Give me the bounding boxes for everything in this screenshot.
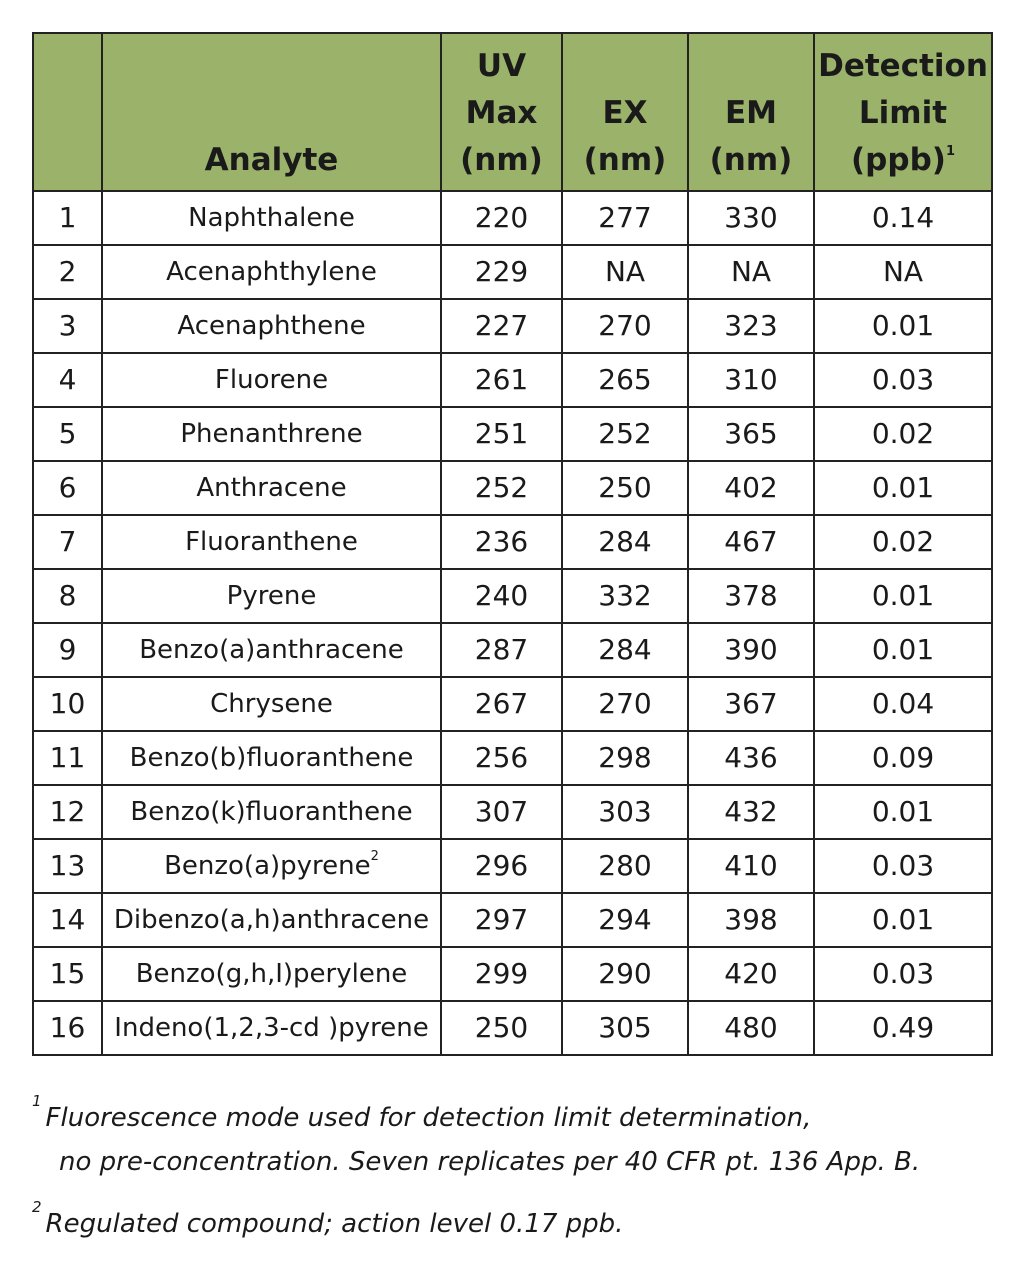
- footnote-1-line-1: Fluorescence mode used for detection limit determination,: [45, 1103, 812, 1133]
- cell-ex: [562, 191, 688, 245]
- cell-em-text: 323: [724, 309, 778, 342]
- cell-em-text: 480: [724, 1011, 778, 1044]
- cell-index: [33, 731, 102, 785]
- cell-index: [33, 677, 102, 731]
- cell-em: [688, 461, 814, 515]
- header-uv-max-line-3: (nm): [460, 142, 543, 178]
- cell-em: [688, 893, 814, 947]
- cell-analyte: [102, 515, 441, 569]
- cell-uv-max-text: 256: [474, 741, 529, 774]
- cell-uv-max: [441, 461, 562, 515]
- cell-analyte: [102, 839, 441, 893]
- cell-detection-limit: [814, 893, 992, 947]
- cell-analyte-text: Benzo(a)anthracene: [139, 635, 404, 665]
- cell-detection-limit-text: 0.01: [871, 795, 935, 828]
- cell-analyte-text: Benzo(k)fluoranthene: [130, 797, 413, 827]
- cell-ex-text: 305: [598, 1011, 652, 1044]
- cell-detection-limit-text: 0.49: [871, 1011, 935, 1044]
- cell-analyte: [102, 677, 441, 731]
- cell-ex-text: 290: [598, 957, 652, 990]
- cell-ex: [562, 569, 688, 623]
- cell-analyte-text: Phenanthrene: [180, 419, 363, 449]
- cell-detection-limit: [814, 191, 992, 245]
- cell-uv-max: [441, 1001, 562, 1055]
- cell-ex: [562, 839, 688, 893]
- cell-uv-max: [441, 245, 562, 299]
- cell-ex: [562, 947, 688, 1001]
- cell-em-text: 367: [724, 687, 778, 720]
- cell-em: [688, 299, 814, 353]
- cell-index: [33, 245, 102, 299]
- cell-index-text: 13: [49, 849, 86, 882]
- cell-index-text: 3: [58, 309, 77, 342]
- cell-analyte: [102, 407, 441, 461]
- cell-em: [688, 947, 814, 1001]
- cell-ex-text: 298: [598, 741, 652, 774]
- cell-em-text: 432: [724, 795, 778, 828]
- cell-detection-limit: [814, 677, 992, 731]
- cell-em-text: 310: [724, 363, 778, 396]
- cell-detection-limit: [814, 299, 992, 353]
- cell-detection-limit: [814, 407, 992, 461]
- cell-detection-limit-text: 0.09: [871, 741, 935, 774]
- header-em-line-1: EM: [724, 95, 778, 131]
- cell-uv-max-text: 240: [474, 579, 529, 612]
- table-row: [33, 191, 992, 245]
- cell-uv-max: [441, 893, 562, 947]
- cell-index-text: 2: [58, 255, 77, 288]
- cell-detection-limit-text: 0.04: [871, 687, 935, 720]
- cell-detection-limit: [814, 623, 992, 677]
- header-detection-limit-line-2: Limit: [858, 95, 948, 131]
- cell-ex: [562, 1001, 688, 1055]
- cell-em-text: 467: [724, 525, 778, 558]
- table-row: [33, 1001, 992, 1055]
- cell-ex-text: NA: [604, 255, 646, 288]
- header-detection-limit: [814, 33, 992, 191]
- cell-analyte: [102, 731, 441, 785]
- cell-analyte-text: Benzo(g,h,I)perylene: [135, 959, 408, 989]
- cell-index-text: 11: [49, 741, 86, 774]
- cell-detection-limit-text: 0.03: [871, 363, 935, 396]
- cell-index: [33, 299, 102, 353]
- cell-ex-text: 265: [598, 363, 652, 396]
- cell-uv-max: [441, 677, 562, 731]
- cell-ex-text: 252: [598, 417, 652, 450]
- cell-ex: [562, 515, 688, 569]
- table-row: [33, 947, 992, 1001]
- cell-em-text: 390: [724, 633, 778, 666]
- cell-em: [688, 353, 814, 407]
- cell-em: [688, 245, 814, 299]
- header-em-line-2: (nm): [709, 142, 793, 178]
- cell-analyte-text: Pyrene: [226, 581, 317, 611]
- cell-uv-max: [441, 623, 562, 677]
- cell-detection-limit-text: 0.02: [871, 525, 935, 558]
- footnotes: [32, 1092, 992, 1246]
- cell-uv-max-text: 227: [474, 309, 529, 342]
- cell-em: [688, 191, 814, 245]
- cell-detection-limit: [814, 839, 992, 893]
- table-row: [33, 731, 992, 785]
- header-detection-limit-unit: (ppb): [851, 142, 946, 178]
- cell-index: [33, 947, 102, 1001]
- table-row: [33, 407, 992, 461]
- cell-analyte: [102, 1001, 441, 1055]
- cell-uv-max: [441, 947, 562, 1001]
- cell-em: [688, 623, 814, 677]
- header-uv-max-line-2: Max: [465, 95, 538, 131]
- header-ex-line-2: (nm): [583, 142, 667, 178]
- cell-ex: [562, 677, 688, 731]
- table-row: [33, 839, 992, 893]
- cell-analyte-text: Fluorene: [214, 365, 329, 395]
- cell-detection-limit-text: 0.01: [871, 309, 935, 342]
- cell-uv-max: [441, 407, 562, 461]
- cell-ex-text: 277: [598, 201, 652, 234]
- footnote-2: [32, 1198, 992, 1246]
- cell-analyte-text: Naphthalene: [188, 203, 355, 233]
- cell-uv-max: [441, 515, 562, 569]
- cell-analyte-text: Anthracene: [196, 473, 347, 503]
- cell-uv-max: [441, 353, 562, 407]
- header-em: [688, 33, 814, 191]
- header-detection-limit-line-3: [815, 137, 991, 184]
- header-ex-line-1: EX: [602, 95, 648, 131]
- table-row: [33, 299, 992, 353]
- cell-analyte: [102, 623, 441, 677]
- cell-index: [33, 839, 102, 893]
- cell-analyte: [102, 299, 441, 353]
- cell-uv-max: [441, 839, 562, 893]
- cell-detection-limit-text: 0.03: [871, 849, 935, 882]
- cell-uv-max-text: 261: [474, 363, 529, 396]
- cell-analyte-text: Chrysene: [210, 689, 333, 719]
- cell-index-text: 4: [58, 363, 77, 396]
- cell-uv-max-text: 297: [474, 903, 529, 936]
- cell-index-text: 1: [58, 201, 77, 234]
- cell-analyte-text: Acenaphthene: [177, 311, 366, 341]
- cell-detection-limit-text: 0.03: [871, 957, 935, 990]
- cell-index-text: 5: [58, 417, 77, 450]
- cell-uv-max-text: 236: [474, 525, 529, 558]
- footnote-1-line-2: no pre-concentration. Seven replicates per 40 CFR pt. 136 App. B.: [59, 1147, 921, 1177]
- footnote-2-marker: 2: [32, 1198, 42, 1217]
- cell-detection-limit-text: 0.01: [871, 633, 935, 666]
- cell-uv-max: [441, 191, 562, 245]
- table-body: [33, 191, 992, 1055]
- cell-detection-limit: [814, 785, 992, 839]
- cell-index-text: 7: [58, 525, 77, 558]
- cell-em: [688, 677, 814, 731]
- cell-index: [33, 569, 102, 623]
- header-detection-limit-line-1: Detection: [818, 48, 988, 84]
- cell-uv-max: [441, 731, 562, 785]
- cell-analyte: [102, 893, 441, 947]
- cell-index-text: 14: [49, 903, 86, 936]
- cell-detection-limit-text: 0.01: [871, 471, 935, 504]
- header-index: [33, 33, 102, 191]
- cell-index-text: 9: [58, 633, 77, 666]
- cell-em: [688, 407, 814, 461]
- cell-detection-limit: [814, 515, 992, 569]
- cell-detection-limit: [814, 731, 992, 785]
- cell-ex-text: 284: [598, 525, 652, 558]
- table-row: [33, 461, 992, 515]
- footnote-1-marker: 1: [32, 1092, 42, 1111]
- cell-index-text: 6: [58, 471, 77, 504]
- cell-em: [688, 515, 814, 569]
- footnote-ref-1: 1: [945, 143, 955, 159]
- cell-index: [33, 623, 102, 677]
- cell-index-text: 16: [49, 1011, 86, 1044]
- cell-em-text: 436: [724, 741, 778, 774]
- cell-analyte: [102, 785, 441, 839]
- cell-ex-text: 250: [598, 471, 652, 504]
- cell-uv-max-text: 267: [474, 687, 529, 720]
- cell-ex-text: 280: [598, 849, 652, 882]
- cell-uv-max: [441, 569, 562, 623]
- cell-ex-text: 332: [598, 579, 652, 612]
- table-row: [33, 245, 992, 299]
- cell-detection-limit: [814, 353, 992, 407]
- cell-uv-max-text: 299: [474, 957, 529, 990]
- cell-uv-max: [441, 785, 562, 839]
- cell-em: [688, 731, 814, 785]
- cell-ex: [562, 245, 688, 299]
- cell-ex: [562, 785, 688, 839]
- cell-detection-limit-text: 0.02: [871, 417, 935, 450]
- cell-em-text: 398: [724, 903, 778, 936]
- cell-detection-limit: [814, 947, 992, 1001]
- cell-index: [33, 1001, 102, 1055]
- table-row: [33, 893, 992, 947]
- cell-index: [33, 407, 102, 461]
- cell-em-text: NA: [730, 255, 772, 288]
- cell-analyte: [102, 947, 441, 1001]
- cell-index: [33, 461, 102, 515]
- pah-analyte-table: [32, 32, 993, 1056]
- cell-analyte-text: Benzo(b)fluoranthene: [129, 743, 414, 773]
- cell-ex: [562, 461, 688, 515]
- cell-em-text: 365: [724, 417, 778, 450]
- cell-uv-max-text: 250: [474, 1011, 529, 1044]
- cell-uv-max: [441, 299, 562, 353]
- table-row: [33, 623, 992, 677]
- table-row: [33, 785, 992, 839]
- cell-ex-text: 270: [598, 309, 652, 342]
- cell-em: [688, 839, 814, 893]
- cell-index: [33, 785, 102, 839]
- cell-detection-limit-text: NA: [882, 255, 924, 288]
- cell-detection-limit: [814, 1001, 992, 1055]
- footnote-1: [32, 1092, 992, 1184]
- cell-uv-max-text: 220: [474, 201, 529, 234]
- cell-em-text: 402: [724, 471, 778, 504]
- cell-analyte-text: Benzo(a)pyrene: [164, 851, 371, 881]
- cell-index: [33, 191, 102, 245]
- header-uv-max-line-1: UV: [476, 48, 527, 84]
- table-row: [33, 515, 992, 569]
- cell-detection-limit: [814, 245, 992, 299]
- cell-ex-text: 270: [598, 687, 652, 720]
- cell-index: [33, 353, 102, 407]
- cell-ex: [562, 299, 688, 353]
- cell-ex-text: 294: [598, 903, 652, 936]
- cell-analyte: [102, 191, 441, 245]
- cell-ex-text: 284: [598, 633, 652, 666]
- cell-index-text: 15: [49, 957, 86, 990]
- header-uv-max: [441, 33, 562, 191]
- cell-detection-limit: [814, 461, 992, 515]
- cell-em-text: 378: [724, 579, 778, 612]
- cell-analyte: [102, 461, 441, 515]
- cell-analyte-text: Dibenzo(a,h)anthracene: [113, 905, 430, 935]
- cell-analyte: [102, 245, 441, 299]
- cell-em: [688, 569, 814, 623]
- cell-analyte-text: Fluoranthene: [185, 527, 358, 557]
- footnote-ref-2: 2: [370, 849, 379, 865]
- cell-uv-max-text: 296: [474, 849, 529, 882]
- cell-analyte-text: Acenaphthylene: [166, 257, 377, 287]
- cell-em: [688, 785, 814, 839]
- cell-ex: [562, 893, 688, 947]
- cell-uv-max-text: 287: [474, 633, 529, 666]
- cell-uv-max-text: 307: [474, 795, 529, 828]
- cell-index-text: 10: [49, 687, 86, 720]
- cell-uv-max-text: 252: [474, 471, 529, 504]
- cell-ex: [562, 623, 688, 677]
- cell-detection-limit: [814, 569, 992, 623]
- table-row: [33, 677, 992, 731]
- cell-em-text: 410: [724, 849, 778, 882]
- table-header-row: [33, 33, 992, 191]
- cell-em-text: 420: [724, 957, 778, 990]
- cell-ex-text: 303: [598, 795, 652, 828]
- table-row: [33, 569, 992, 623]
- cell-em-text: 330: [724, 201, 778, 234]
- cell-detection-limit-text: 0.01: [871, 903, 935, 936]
- cell-detection-limit-text: 0.14: [871, 201, 935, 234]
- cell-index: [33, 515, 102, 569]
- header-ex: [562, 33, 688, 191]
- cell-ex: [562, 731, 688, 785]
- table-row: [33, 353, 992, 407]
- footnote-2-line-1: Regulated compound; action level 0.17 ppb.: [45, 1209, 624, 1239]
- cell-ex: [562, 353, 688, 407]
- cell-analyte: [102, 353, 441, 407]
- cell-detection-limit-text: 0.01: [871, 579, 935, 612]
- cell-uv-max-text: 251: [474, 417, 529, 450]
- cell-em: [688, 1001, 814, 1055]
- cell-uv-max-text: 229: [474, 255, 529, 288]
- cell-analyte: [102, 569, 441, 623]
- cell-index-text: 8: [58, 579, 77, 612]
- cell-index: [33, 893, 102, 947]
- cell-index-text: 12: [49, 795, 86, 828]
- cell-ex: [562, 407, 688, 461]
- header-analyte: Analyte: [102, 33, 441, 191]
- cell-analyte-text: Indeno(1,2,3-cd )pyrene: [114, 1013, 429, 1043]
